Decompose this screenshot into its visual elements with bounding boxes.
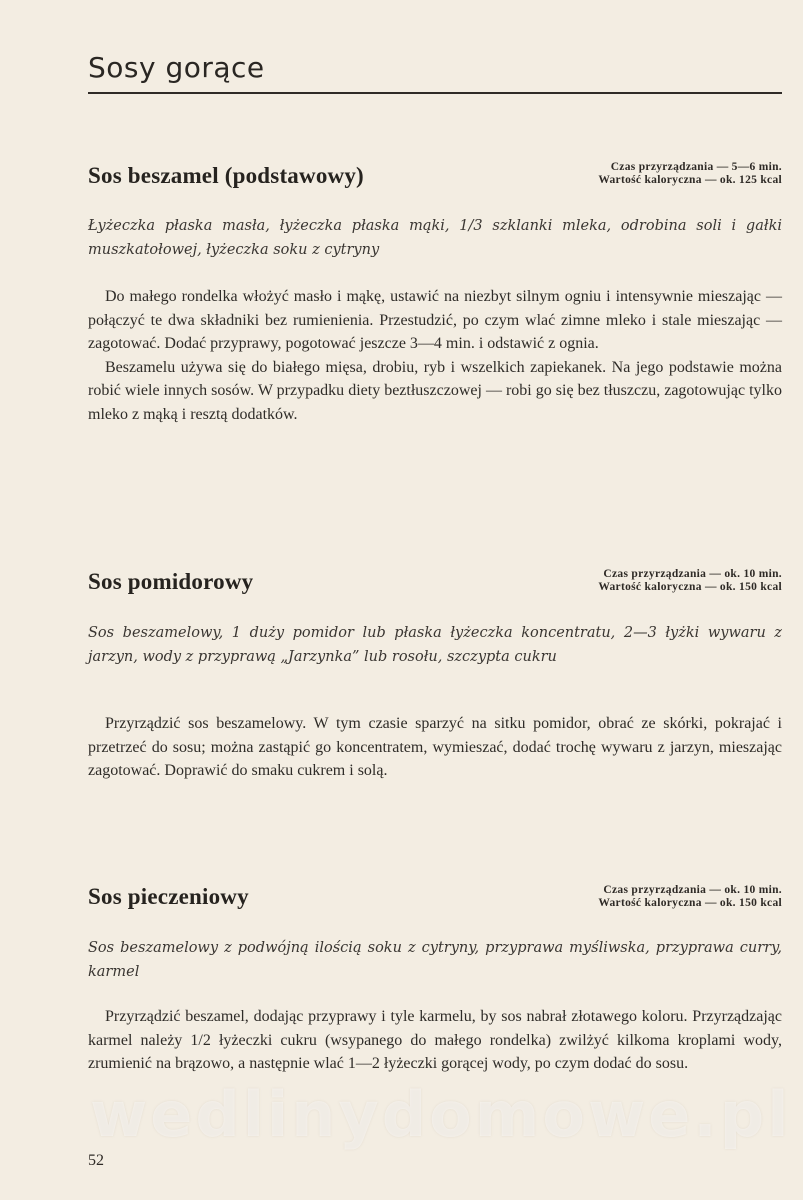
recipe-title: Sos beszamel (podstawowy) <box>88 163 364 188</box>
ingredients-list: Sos beszamelowy, 1 duży pomidor lub płaska łyżeczka koncentratu, 2—3 łyżki wywaru z jarzyn, wody z przyprawą „Jarzynka” lub rosołu, szczypta cukru <box>88 625 782 665</box>
calorie-value: Wartość kaloryczna — ok. 150 kcal <box>598 897 782 909</box>
prep-time: Czas przyrządzania — ok. 10 min. <box>603 568 782 580</box>
ingredients-list: Łyżeczka płaska masła, łyżeczka płaska mąki, 1/3 szklanki mleka, odrobina soli i gałki muszkatołowej, łyżeczka soku z cytryny <box>88 218 782 258</box>
chapter-rule <box>88 92 782 94</box>
calorie-value: Wartość kaloryczna — ok. 125 kcal <box>598 174 782 186</box>
instruction-paragraph: Przyrządzić beszamel, dodając przyprawy i tyle karmelu, by sos nabrał złotawego koloru. Przyrządzając karmel należy 1/2 łyżeczki cukru (wsypanego do małego rondelka) zwilżyć kilkoma kroplami wody, zrumienić na brązowo, a następnie wlać 1—2 łyżeczki gorącej wody, po czym dodać do sosu. <box>88 1008 782 1072</box>
chapter-title: Sosy gorące <box>88 51 265 84</box>
recipe-meta <box>598 884 782 910</box>
page-number: 52 <box>88 1152 104 1169</box>
prep-time: Czas przyrządzania — ok. 10 min. <box>603 884 782 896</box>
recipe-title: Sos pomidorowy <box>88 569 254 594</box>
recipe-instructions <box>88 285 782 426</box>
recipe-instructions <box>88 712 782 783</box>
instruction-paragraph: Do małego rondelka włożyć masło i mąkę, ustawić na niezbyt silnym ogniu i intensywnie mieszając — połączyć te dwa składniki bez rumienienia. Przestudzić, po czym wlać zimne mleko i stale mieszając — zagotować. Dodać przyprawy, pogotować jeszcze 3—4 min. i odstawić z ognia. <box>88 288 782 352</box>
calorie-value: Wartość kaloryczna — ok. 150 kcal <box>598 581 782 593</box>
recipe-title: Sos pieczeniowy <box>88 884 249 909</box>
instruction-paragraph: Beszamelu używa się do białego mięsa, drobiu, ryb i wszelkich zapiekanek. Na jego podstawie można robić wiele innych sosów. W przypadku diety beztłuszczowej — robi go się bez tłuszczu, zagotowując tylko mleko z mąką i resztą dodatków. <box>88 358 782 423</box>
instruction-paragraph: Przyrządzić sos beszamelowy. W tym czasie sparzyć na sitku pomidor, obrać ze skórki, pokrajać i przetrzeć do sosu; można zastąpić go koncentratem, wymieszać, dodać trochę wywaru z jarzyn, mieszając zagotować. Doprawić do smaku cukrem i solą. <box>88 715 782 779</box>
recipe-instructions <box>88 1005 782 1076</box>
watermark: wedlinydomowe.pl <box>90 1078 792 1151</box>
prep-time: Czas przyrządzania — 5—6 min. <box>610 161 782 173</box>
recipe-meta <box>598 161 782 187</box>
ingredients-list: Sos beszamelowy z podwójną ilością soku z cytryny, przyprawa myśliwska, przyprawa curry, karmel <box>88 940 782 980</box>
recipe-meta <box>598 568 782 594</box>
